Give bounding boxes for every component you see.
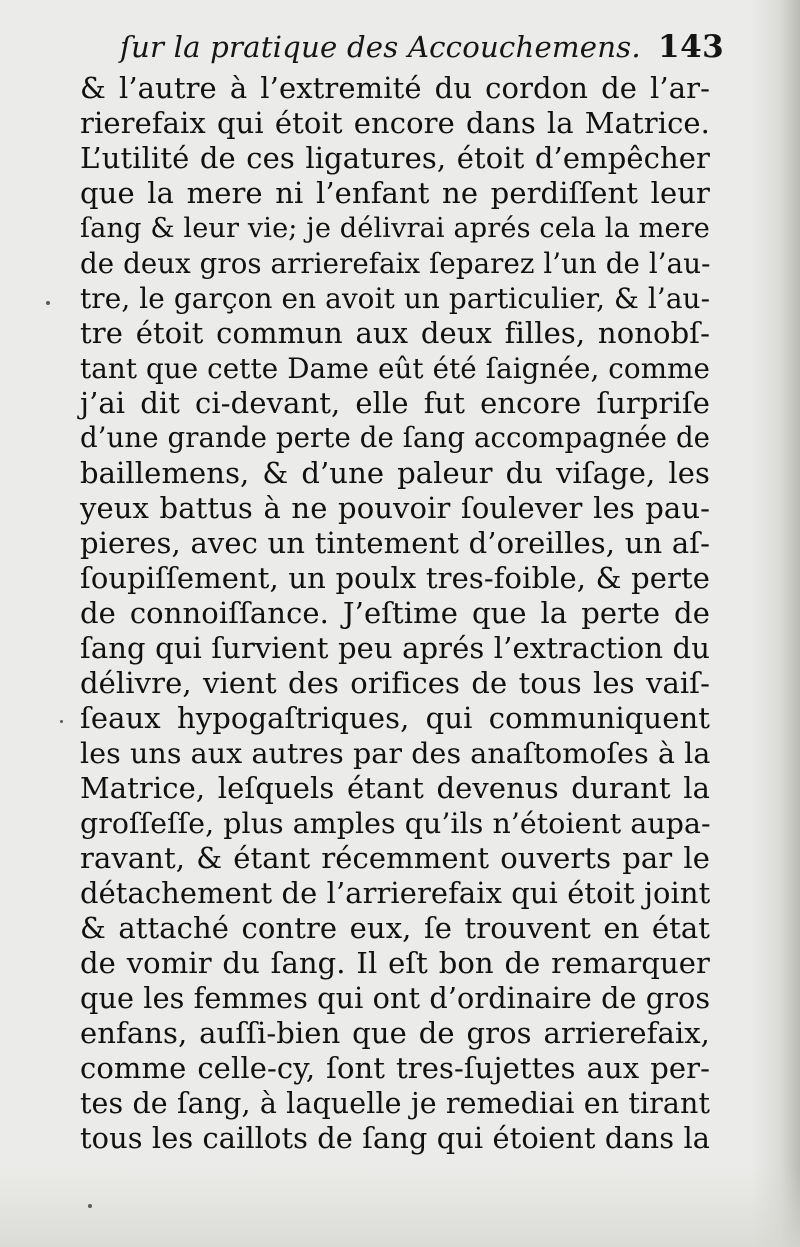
running-title: ſur la pratique des Accouchemens. [120,30,641,64]
ink-speck [60,720,63,723]
text-line: comme celle-cy, ſont tres-ſujettes aux per- [80,1051,710,1085]
body-text [80,71,710,1156]
text-line: yeux battus à ne pouvoir ſoulever les pau- [80,491,710,525]
text-line: tous les caillots de ſang qui étoient dans la [80,1121,711,1155]
page-bottom-shadow [0,1167,800,1247]
text-line: ſeaux hypogaſtriques, qui communiquent [80,701,710,735]
text-line: détachement de l’arrierefaix qui étoit joint [80,876,711,910]
text-line: & l’autre à l’extremité du cordon de l’ar- [80,71,710,105]
ink-speck [46,301,50,305]
text-line: groſſeſſe, plus amples qu’ils n’étoient aupa- [80,807,711,840]
text-line: tes de ſang, à laquelle je remediai en tirant [80,1087,710,1120]
text-line: ſoupiſſement, un poulx tres-foible, & perte [80,561,710,595]
text-line: ſang & leur vie; je délivrai aprés cela la mere [80,213,710,244]
text-line: enfans, auſſi-bien que de gros arrierefaix, [80,1016,710,1050]
text-line: ravant, & étant récemment ouverts par le [80,841,710,875]
text-line: j’ai dit ci-devant, elle fut encore ſurpriſe [80,386,710,420]
text-line: que la mere ni l’enfant ne perdiſſent leur [80,176,710,210]
text-line: ſang qui ſurvient peu aprés l’extraction du [80,631,710,665]
text-line: baillemens, & d’une paleur du viſage, les [80,456,710,490]
text-line: Matrice, leſquels étant devenus durant la [80,771,710,805]
text-line: tre étoit commun aux deux filles, nonobſ- [80,316,710,350]
text-line: de connoiſſance. J’eſtime que la perte de [80,596,710,630]
text-line: de vomir du ſang. Il eſt bon de remarquer [80,946,710,980]
text-line: & attaché contre eux, ſe trouvent en état [80,911,710,945]
ink-speck [88,1204,92,1208]
running-head [120,22,725,72]
text-line: pieres, avec un tintement d’oreilles, un aſ- [80,526,710,560]
text-line: tant que cette Dame eût été ſaignée, comme [80,352,710,385]
text-line: L’utilité de ces ligatures, étoit d’empêcher [80,141,710,175]
text-line: que les femmes qui ont d’ordinaire de gros [80,981,711,1015]
text-line: délivre, vient des orifices de tous les vaiſ- [80,666,710,700]
text-line: rierefaix qui étoit encore dans la Matrice. [80,106,710,140]
page-edge-shadow [752,0,800,1247]
text-line: d’une grande perte de ſang accompagnée de [80,422,711,454]
page-number: 143 [658,29,725,65]
text-line: de deux gros arrierefaix ſeparez l’un de l’au- [80,247,711,280]
text-line: les uns aux autres par des anaſtomoſes à la [80,737,711,770]
text-line: tre, le garçon en avoit un particulier, & l’au- [80,282,711,315]
